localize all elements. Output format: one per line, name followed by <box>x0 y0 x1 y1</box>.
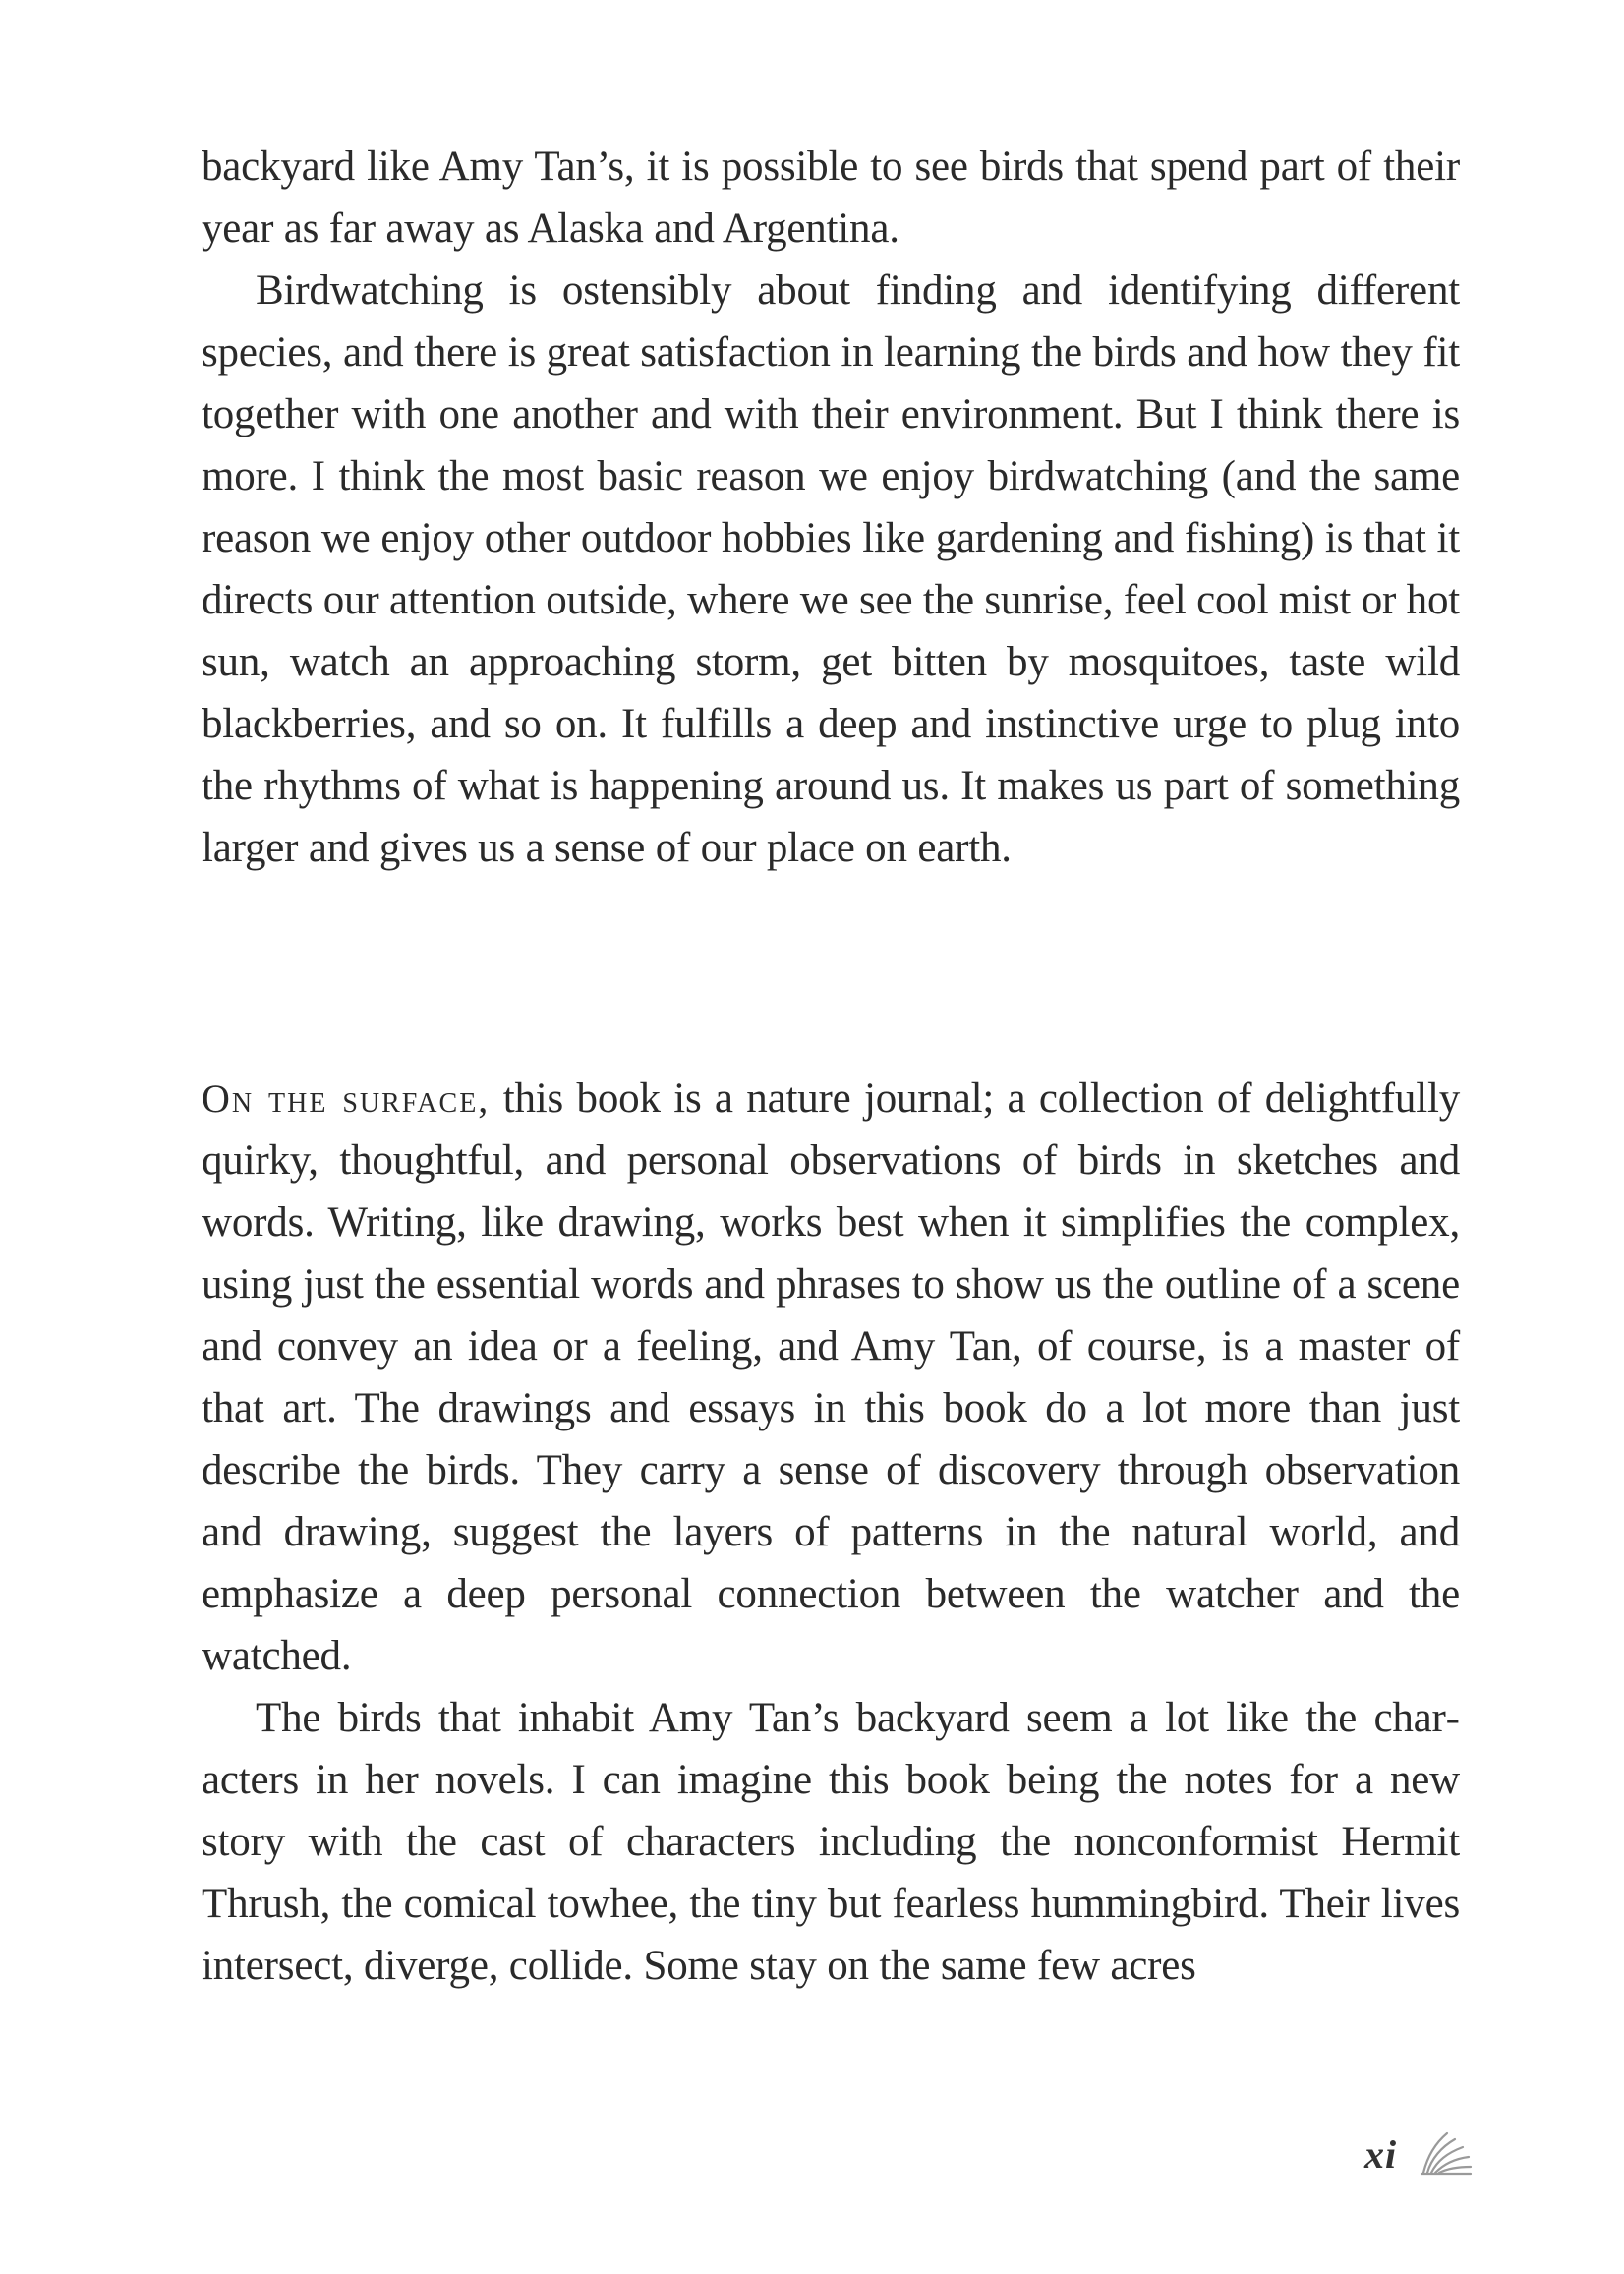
paragraph-birds-backyard: The birds that inhabit Amy Tan’s backyard seem a lot like the characters in her novels. I can imagine this book being the notes for a new story with the cast of characters including the nonconformist Hermit Thrush, the comical towhee, the tiny but fearless hummingbird. Their lives intersect, diverge, collide. Some stay on the same few acres <box>202 1695 1460 1989</box>
text-section-1 <box>202 136 1460 879</box>
page-number: xi <box>1364 2132 1398 2177</box>
paragraph-birdwatching: Birdwatching is ostensibly about finding and identifying different species, and there is great satisfaction in learning the birds and how they fit together with one another and with their environment. But I think there is more. I think the most basic reason we enjoy birdwatching (and the same reason we enjoy other outdoor hobbies like gardening and fishing) is that it directs our attention outside, where we see the sunrise, feel cool mist or hot sun, watch an approaching storm, get bitten by mosquitoes, taste wild blackberries, and so on. It fulfills a deep and instinctive urge to plug into the rhythms of what is happening around us. It makes us part of something larger and gives us a sense of our place on earth. <box>202 267 1461 871</box>
paragraph-continued: backyard like Amy Tan’s, it is possible to see birds that spend part of their year as far away as Alaska and Argentina. <box>202 144 1460 252</box>
feather-fan-icon <box>1416 2128 1475 2179</box>
paragraph-on-the-surface-text: this book is a nature journal; a collection of delightfully quirky, thoughtful, and personal observations of birds in sketches and words. Writing, like drawing, works best when it simplifies the complex, using just the essential words and phrases to show us the outline of a scene and convey an idea or a feeling, and Amy Tan, of course, is a master of that art. The drawings and essays in this book do a lot more than just describe the birds. They carry a sense of discovery through observation and drawing, suggest the layers of patterns in the natural world, and emphasize a deep personal connection between the watcher and the watched. <box>202 1076 1460 1679</box>
paragraph-on-the-surface <box>202 1068 1460 1687</box>
lead-in-smallcaps: On the surface, <box>202 1077 491 1121</box>
text-section-2 <box>202 1068 1460 1997</box>
